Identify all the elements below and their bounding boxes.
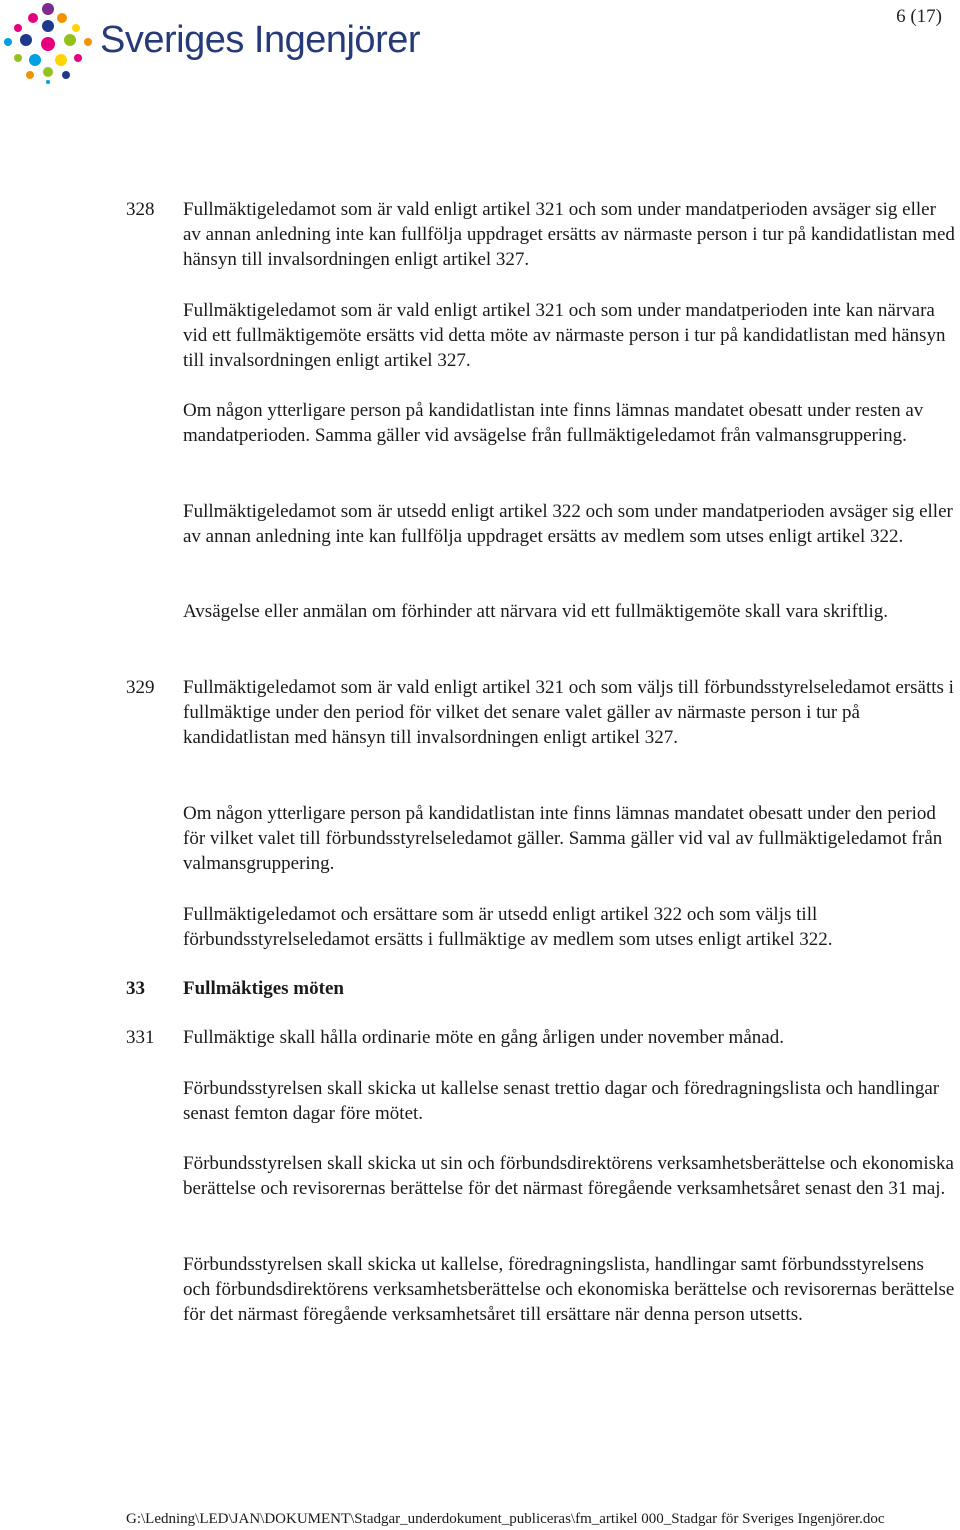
- footer-file-path: G:\Ledning\LED\JAN\DOKUMENT\Stadgar_underdokument_publiceras\fm_artikel 000_Stadgar för Sveriges Ingenjörer.doc: [126, 1511, 885, 1527]
- page-header: [0, 0, 960, 90]
- paragraph: Förbundsstyrelsen skall skicka ut kallelse, föredragningslista, handlingar samt förbundsstyrelsens och förbundsdirektörens verksamhetsberättelse och ekonomiska berättelse och revisorernas berättelse för det närmast föregående verksamhetsåret till ersättare när denna person utsetts.: [183, 1254, 955, 1325]
- section-number: 33: [126, 978, 145, 999]
- paragraph: Fullmäktigeledamot som är utsedd enligt artikel 322 och som under mandatperioden avsäger sig eller av annan anledning inte kan fullfölja uppdraget ersätts av medlem som utses enligt artikel 322.: [183, 501, 953, 547]
- logo-dots-icon: [4, 2, 96, 84]
- paragraph: Avsägelse eller anmälan om förhinder att närvara vid ett fullmäktigemöte skall vara skriftlig.: [183, 601, 889, 622]
- paragraph: Om någon ytterligare person på kandidatlistan inte finns lämnas mandatet obesatt under den period för vilket valet till förbundsstyrelseledamot gäller. Samma gäller vid val av fullmäktigeledamot från valmansgruppering.: [183, 803, 943, 874]
- section-title: Fullmäktiges möten: [183, 978, 344, 999]
- paragraph: Fullmäktigeledamot som är vald enligt artikel 321 och som väljs till förbundsstyrelseledamot ersätts i fullmäktige under den period för vilket det senare valet gäller av närmaste person i tur på kandidatlistan med hänsyn till invalsordningen enligt artikel 327.: [183, 677, 954, 748]
- logo-text: Sveriges Ingenjörer: [100, 19, 421, 61]
- sveriges-ingenjorer-logo: [4, 2, 421, 84]
- article-number: 329: [126, 677, 155, 698]
- page-number: 6 (17): [896, 6, 942, 27]
- paragraph: Fullmäktigeledamot som är vald enligt artikel 321 och som under mandatperioden inte kan närvara vid ett fullmäktigemöte ersätts vid detta möte av närmaste person i tur på kandidatlistan med hänsyn till invalsordningen enligt artikel 327.: [183, 300, 946, 371]
- paragraph: Fullmäktige skall hålla ordinarie möte en gång årligen under november månad.: [183, 1027, 784, 1048]
- article-number: 328: [126, 199, 155, 220]
- paragraph: Om någon ytterligare person på kandidatlistan inte finns lämnas mandatet obesatt under resten av mandatperioden. Samma gäller vid avsägelse från fullmäktigeledamot från valmansgruppering.: [183, 400, 924, 446]
- paragraph: Fullmäktigeledamot och ersättare som är utsedd enligt artikel 322 och som väljs till förbundsstyrelseledamot ersätts i fullmäktige av medlem som utses enligt artikel 322.: [183, 904, 833, 950]
- paragraph: Fullmäktigeledamot som är vald enligt artikel 321 och som under mandatperioden avsäger sig eller av annan anledning inte kan fullfölja uppdraget ersätts av närmaste person i tur på kandidatlistan med hänsyn till invalsordningen enligt artikel 327.: [183, 199, 955, 270]
- article-number: 331: [126, 1027, 155, 1048]
- paragraph: Förbundsstyrelsen skall skicka ut sin och förbundsdirektörens verksamhetsberättelse och ekonomiska berättelse och revisorernas berättelse för det närmast föregående verksamhetsåret senast den 31 maj.: [183, 1153, 954, 1199]
- paragraph: Förbundsstyrelsen skall skicka ut kallelse senast trettio dagar och föredragningslista och handlingar senast femton dagar före mötet.: [183, 1078, 940, 1124]
